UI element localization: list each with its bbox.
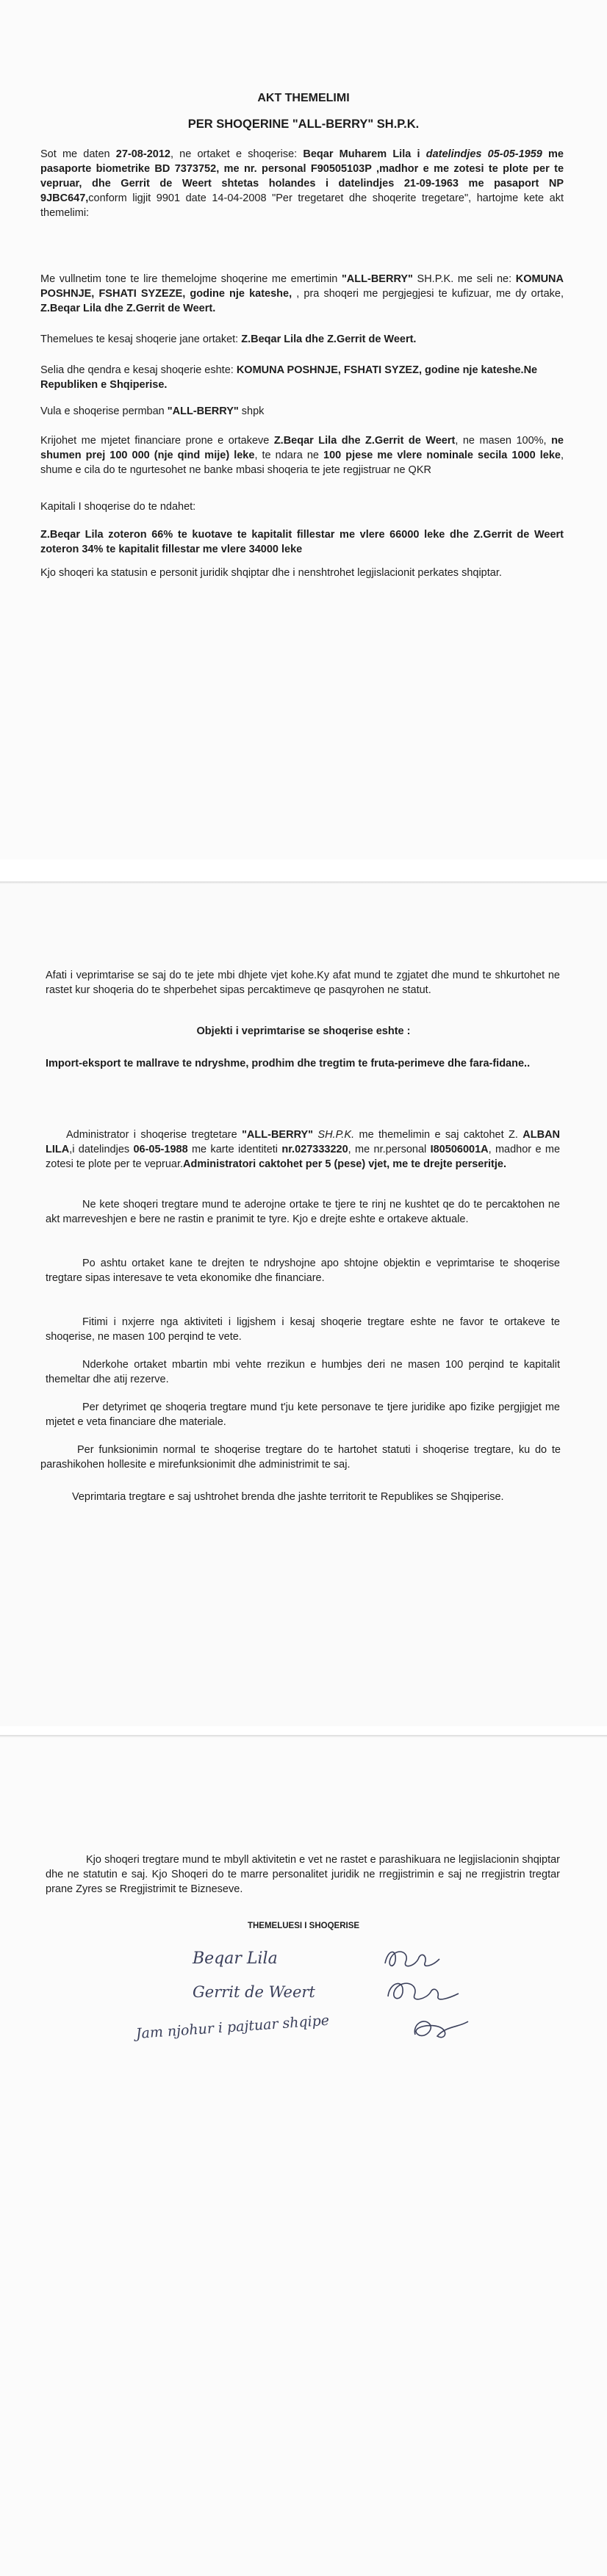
page-edge — [0, 1735, 607, 1738]
capital-split-paragraph: Z.Beqar Lila zoteron 66% te kuotave te kapitalit fillestar me vlere 66000 leke dhe Z.Gerrit de Weert zoteron 34% te kapitalit fillestar me vlere 34000 leke — [40, 529, 564, 555]
founders-line: Themelues te kesaj shoqerie jane ortaket: Z.Beqar Lila dhe Z.Gerrit de Weert. — [40, 333, 417, 345]
rights-paragraph: Po ashtu ortaket kane te drejten te ndryshojne apo shtojne objektin e veprimtarise te shoqerise tregtare sipas interesave te veta ekonomike dhe financiare. — [46, 1258, 560, 1284]
administrator-paragraph: Administrator i shoqerise tregtetare "ALL-BERRY" SH.P.K. me themelimin e saj caktohet Z. ALBAN LILA,i datelindjes 06-05-1988 me karte identiteti nr.027333220, me nr.personal I80506001A, madhor e me zotesi te plote per te vepruar.Administratori caktohet per 5 (pese) vjet, me te drejte perseritje. — [46, 1129, 561, 1170]
document-page-1 — [0, 0, 607, 859]
page-edge — [0, 881, 607, 884]
founders-label: THEMELUESI I SHOQERISE — [247, 1922, 360, 1930]
intro-paragraph: Sot me daten 27-08-2012, ne ortaket e shoqerise: Beqar Muharem Lila i datelindjes 05-05-1959 me pasaporte biometrike BD 7373752, me nr. personal F90505103P ,madhor e me zotesi te plote per te vepruar, dhe Gerrit de Weert shtetas holandes i datelindjes 21-09-1963 me pasaport NP 9JBC647,conform ligjit 9901 date 14-04-2008 "Per tregetaret dhe shoqerite tregetare", hartojme kete akt themelimi: — [40, 148, 564, 219]
profit-paragraph: Fitimi i nxjerre nga aktiviteti i ligjshem i kesaj shoqerie tregtare eshte ne favor te ortakeve te shoqerise, ne masen 100 perqind te vete. — [46, 1316, 560, 1343]
risk-paragraph: Nderkohe ortaket mbartin mbi vehte rrezikun e humbjes deri ne masen 100 perqind te kapitalit themeltar dhe atij rezerve. — [46, 1359, 560, 1385]
debts-paragraph: Per detyrimet qe shoqeria tregtare mund t'ju kete personave te tjere juridike apo fizike pergjigjet me mjetet e veta financiare dhe materiale. — [46, 1401, 560, 1428]
stamp-line: Vula e shoqerise permban "ALL-BERRY" shpk — [40, 405, 265, 417]
capital-paragraph: Krijohet me mjetet financiare prone e ortakeve Z.Beqar Lila dhe Z.Gerrit de Weert, ne masen 100%, ne shumen prej 100 000 (nje qind mije) leke, te ndara ne 100 pjese me vlere nominale secila 1000 leke, shume e cila do te ngurtesohet ne banke mbasi shoqeria te jete regjistruar ne QKR — [40, 435, 564, 476]
signature-beqar-lila: Beqar Lila — [193, 1949, 278, 1968]
document-page-3 — [0, 1735, 607, 2576]
page-gap — [0, 1726, 607, 1735]
document-subtitle: PER SHOQERINE "ALL-BERRY" SH.P.K. — [187, 118, 420, 131]
territory-paragraph: Veprimtaria tregtare e saj ushtrohet brenda dhe jashte territorit te Republikes se Shqiperise. — [72, 1491, 504, 1503]
status-paragraph: Kjo shoqeri ka statusin e personit juridik shqiptar dhe i nenshtrohet legjislacionit perkates shqiptar. — [40, 567, 502, 579]
closing-paragraph: Kjo shoqeri tregtare mund te mbyll aktivitetin e vet ne rastet e parashikuara ne legjislacionin shqiptar dhe ne statutin e saj. Kjo Shoqeri do te marre personalitet juridik ne rregjistrimin e saj ne rregjistrin tregtar prane Zyres se Rregjistrimit te Bizneseve. — [46, 1854, 560, 1895]
seat-paragraph: Selia dhe qendra e kesaj shoqerie eshte: KOMUNA POSHNJE, FSHATI SYZEZ, godine nje kateshe.Ne Republiken e Shqiperise. — [40, 364, 538, 391]
signature-scribble-1 — [381, 1944, 447, 1974]
duration-paragraph: Afati i veprimtarise se saj do te jete mbi dhjete vjet kohe.Ky afat mund te zgjatet dhe mund te shkurtohet ne rastet kur shoqeria do te shperbehet sipas percaktimeve qe pasqyrohen ne statut. — [46, 970, 560, 996]
new-partners-paragraph: Ne kete shoqeri tregtare mund te aderojne ortake te tjere te rinj ne kushtet qe do te percaktohen ne akt marreveshjen e bere ne rastin e pranimit te tyre. Kjo e drejte eshte e ortakeve aktuale. — [46, 1199, 560, 1225]
document-page-2 — [0, 881, 607, 1726]
page-gap — [0, 859, 607, 881]
will-paragraph: Me vullnetim tone te lire themelojme shoqerine me emertimin "ALL-BERRY" SH.P.K. me seli ne: KOMUNA POSHNJE, FSHATI SYZEZE, godine nje kateshe, , pra shoqeri me pergjegjesi te kufizuar, me dy ortake, Z.Beqar Lila dhe Z.Gerrit de Weert. — [40, 273, 564, 314]
capital-split-heading: Kapitali I shoqerise do te ndahet: — [40, 501, 196, 513]
document-title: AKT THEMELIMI — [257, 92, 350, 104]
object-paragraph: Import-eksport te mallrave te ndryshme, prodhim dhe tregtim te fruta-perimeve dhe fara-fidane.. — [46, 1058, 531, 1069]
signature-acknowledgement: Jam njohur i pajtuar shqipe — [135, 2012, 330, 2042]
signature-scribble-2 — [382, 1974, 463, 2008]
object-heading: Objekti i veprimtarise se shoqerise eshte : — [196, 1025, 411, 1037]
signature-scribble-3 — [408, 2011, 474, 2048]
statute-paragraph: Per funksionimin normal te shoqerise tregtare do te hartohet statuti i shoqerise tregtare, ku do te parashikohen hollesite e mirefunksionimit dhe administrimit te saj. — [40, 1444, 561, 1471]
signature-gerrit-de-weert: Gerrit de Weert — [193, 1983, 315, 2001]
